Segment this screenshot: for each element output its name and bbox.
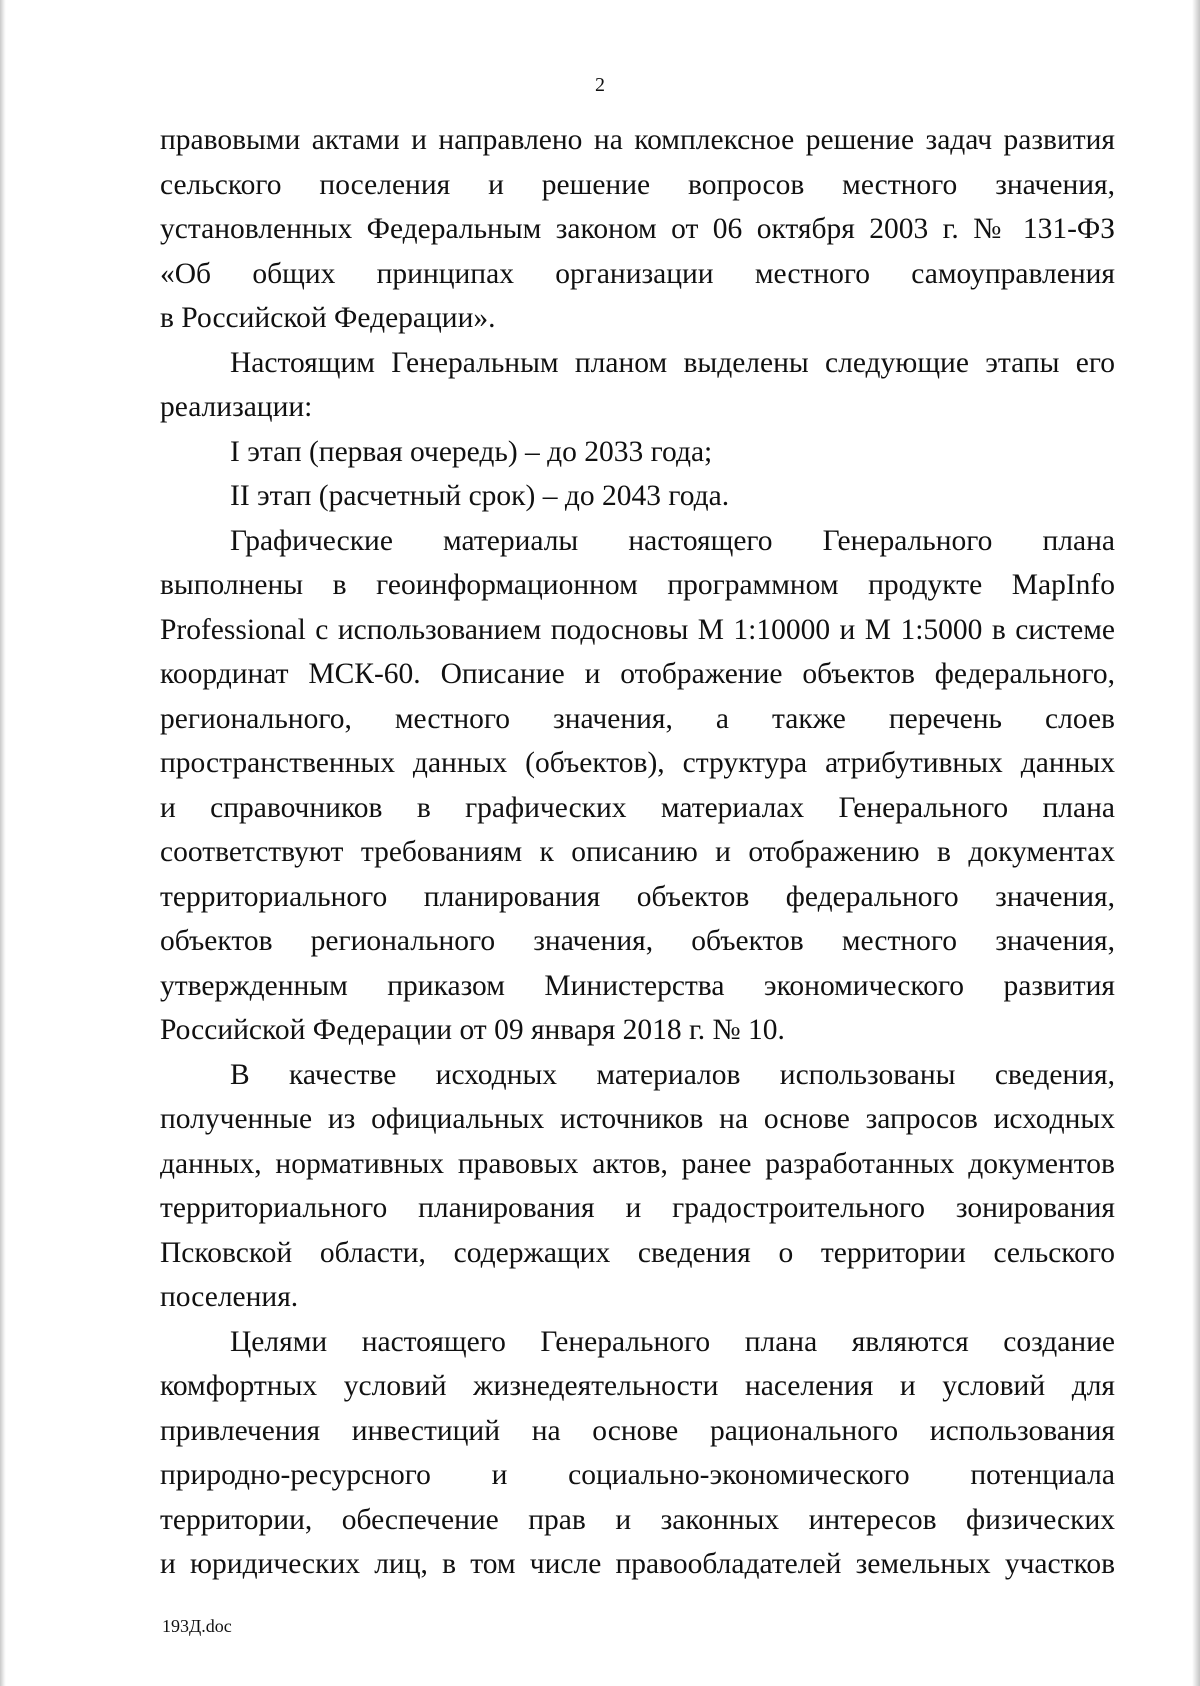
text-line: территории, обеспечение прав и законных интересов физических bbox=[160, 1503, 1115, 1536]
text-line: полученные из официальных источников на основе запросов исходных bbox=[160, 1103, 1115, 1135]
text-line: правовыми актами и направлено на комплексное решение задач развития bbox=[160, 124, 1115, 156]
text-line: координат МСК-60. Описание и отображение объектов федерального, bbox=[160, 658, 1115, 690]
text-line: II этап (расчетный срок) – до 2043 года. bbox=[230, 480, 730, 512]
text-line: территориального планирования объектов федерального значения, bbox=[160, 880, 1115, 913]
document-body bbox=[160, 118, 1115, 1587]
text-line: Professional с использованием подосновы М 1:10000 и М 1:5000 в системе bbox=[160, 613, 1115, 646]
text-line: выполнены в геоинформационном программном продукте MapInfo bbox=[160, 569, 1115, 601]
text-line: I этап (первая очередь) – до 2033 года; bbox=[230, 435, 713, 468]
text-line: реализации: bbox=[160, 391, 313, 423]
scan-edge-right bbox=[1192, 0, 1200, 1686]
text-line: Настоящим Генеральным планом выделены следующие этапы его bbox=[230, 346, 1115, 379]
text-line: утвержденным приказом Министерства экономического развития bbox=[160, 969, 1115, 1002]
text-line: и справочников в графических материалах Генерального плана bbox=[160, 791, 1115, 824]
text-line: В качестве исходных материалов использованы сведения, bbox=[230, 1058, 1115, 1091]
text-line: Графические материалы настоящего Генерального плана bbox=[230, 524, 1115, 557]
text-line: соответствуют требованиям к описанию и отображению в документах bbox=[160, 836, 1115, 868]
text-line: Целями настоящего Генерального плана являются создание bbox=[230, 1325, 1115, 1358]
text-line: территориального планирования и градостроительного зонирования bbox=[160, 1192, 1115, 1224]
text-line: объектов регионального значения, объектов местного значения, bbox=[160, 925, 1115, 957]
text-line: привлечения инвестиций на основе рационального использования bbox=[160, 1414, 1115, 1447]
text-line: пространственных данных (объектов), структура атрибутивных данных bbox=[160, 747, 1115, 779]
text-line: поселения. bbox=[160, 1281, 299, 1313]
text-line: регионального, местного значения, а также перечень слоев bbox=[160, 702, 1115, 735]
text-line: установленных Федеральным законом от 06 октября 2003 г. № 131-ФЗ bbox=[160, 213, 1115, 245]
text-line: сельского поселения и решение вопросов местного значения, bbox=[160, 168, 1115, 201]
text-line: в Российской Федерации». bbox=[160, 302, 496, 334]
text-line: Псковской области, содержащих сведения о территории сельского bbox=[160, 1236, 1115, 1269]
text-line: «Об общих принципах организации местного самоуправления bbox=[160, 257, 1115, 290]
text-line: природно-ресурсного и социально-экономического потенциала bbox=[160, 1459, 1115, 1491]
text-line: данных, нормативных правовых актов, ранее разработанных документов bbox=[160, 1147, 1115, 1180]
page-number: 2 bbox=[595, 74, 605, 96]
footer-filename: 193Д.doc bbox=[162, 1616, 232, 1636]
text-line: Российской Федерации от 09 января 2018 г. № 10. bbox=[160, 1014, 785, 1046]
text-line: и юридических лиц, в том числе правообладателей земельных участков bbox=[160, 1548, 1115, 1580]
scan-edge-left bbox=[0, 0, 6, 1686]
text-line: комфортных условий жизнедеятельности населения и условий для bbox=[160, 1370, 1115, 1402]
